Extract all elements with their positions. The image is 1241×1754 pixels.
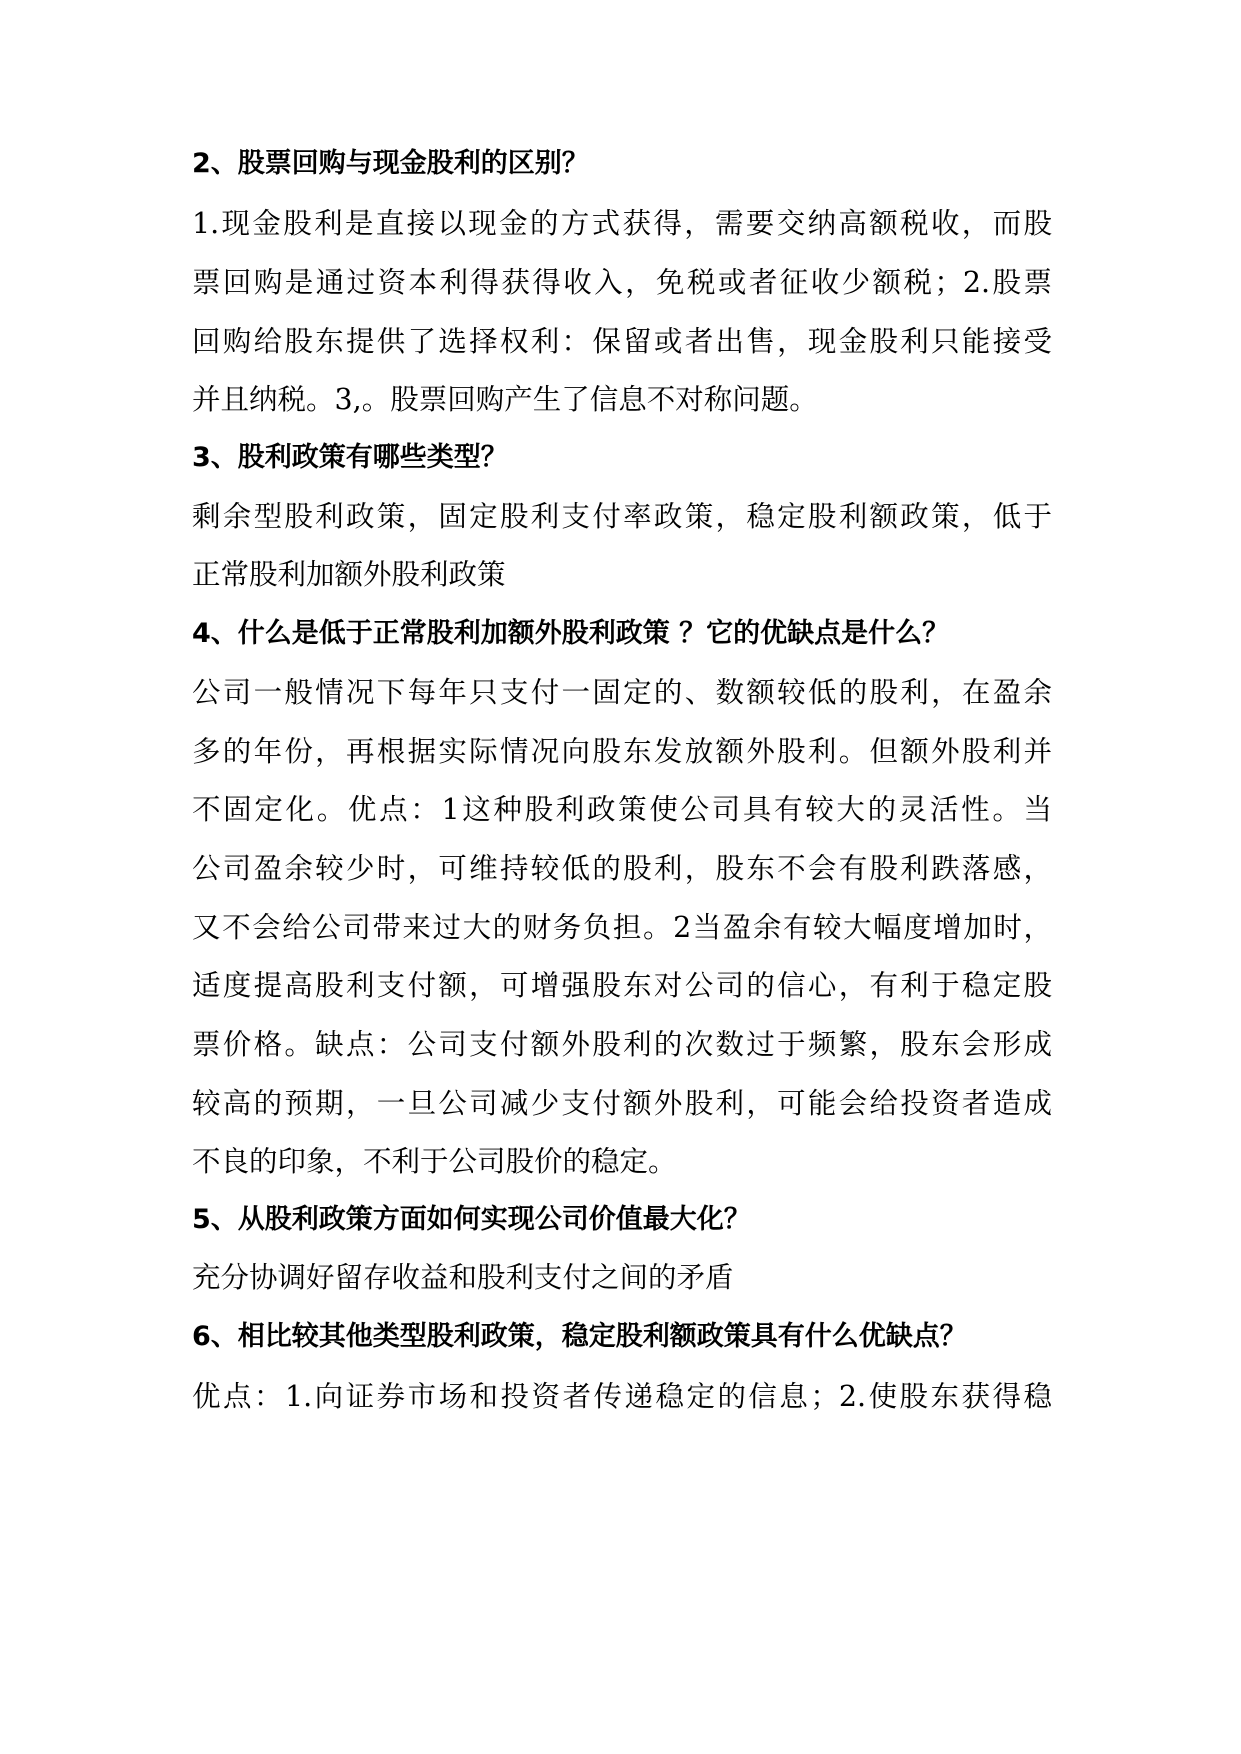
section-heading-4: 4、什么是低于正常股利加额外股利政策 ？它的优缺点是什么？ (192, 618, 950, 649)
paragraph-line: 正常股利加额外股利政策 (192, 558, 506, 591)
paragraph-line: 又不会给公司带来过大的财务负担。2当盈余有较大幅度增加时， (192, 911, 1052, 944)
paragraph-line: 并且纳税。3,。股票回购产生了信息不对称问题。 (192, 383, 818, 416)
paragraph-line: 不固定化。优点：1这种股利政策使公司具有较大的灵活性。当 (192, 793, 1052, 826)
paragraph-line: 回购给股东提供了选择权利：保留或者出售，现金股利只能接受 (192, 325, 1052, 358)
section-heading-2: 2、股票回购与现金股利的区别？ (192, 148, 589, 179)
section-heading-6: 6、相比较其他类型股利政策，稳定股利额政策具有什么优缺点？ (192, 1321, 967, 1352)
paragraph-line: 公司一般情况下每年只支付一固定的、数额较低的股利，在盈余 (192, 676, 1052, 709)
paragraph-line: 多的年份，再根据实际情况向股东发放额外股利。但额外股利并 (192, 735, 1052, 768)
paragraph-line: 1.现金股利是直接以现金的方式获得，需要交纳高额税收，而股 (192, 207, 1052, 240)
paragraph-line: 优点：1.向证券市场和投资者传递稳定的信息；2.使股东获得稳 (192, 1380, 1052, 1413)
paragraph-line: 票价格。缺点：公司支付额外股利的次数过于频繁，股东会形成 (192, 1028, 1052, 1061)
paragraph-line: 剩余型股利政策，固定股利支付率政策，稳定股利额政策，低于 (192, 500, 1052, 533)
paragraph-line: 票回购是通过资本利得获得收入，免税或者征收少额税；2.股票 (192, 266, 1052, 299)
paragraph-line: 不良的印象，不利于公司股价的稳定。 (192, 1145, 677, 1178)
section-heading-3: 3、股利政策有哪些类型？ (192, 442, 508, 473)
paragraph-line: 公司盈余较少时，可维持较低的股利，股东不会有股利跌落感， (192, 852, 1052, 885)
paragraph-line: 适度提高股利支付额，可增强股东对公司的信心，有利于稳定股 (192, 969, 1052, 1002)
paragraph-line: 较高的预期，一旦公司减少支付额外股利，可能会给投资者造成 (192, 1087, 1052, 1120)
section-heading-5: 5、从股利政策方面如何实现公司价值最大化？ (192, 1204, 751, 1235)
paragraph-line: 充分协调好留存收益和股利支付之间的矛盾 (192, 1261, 734, 1294)
